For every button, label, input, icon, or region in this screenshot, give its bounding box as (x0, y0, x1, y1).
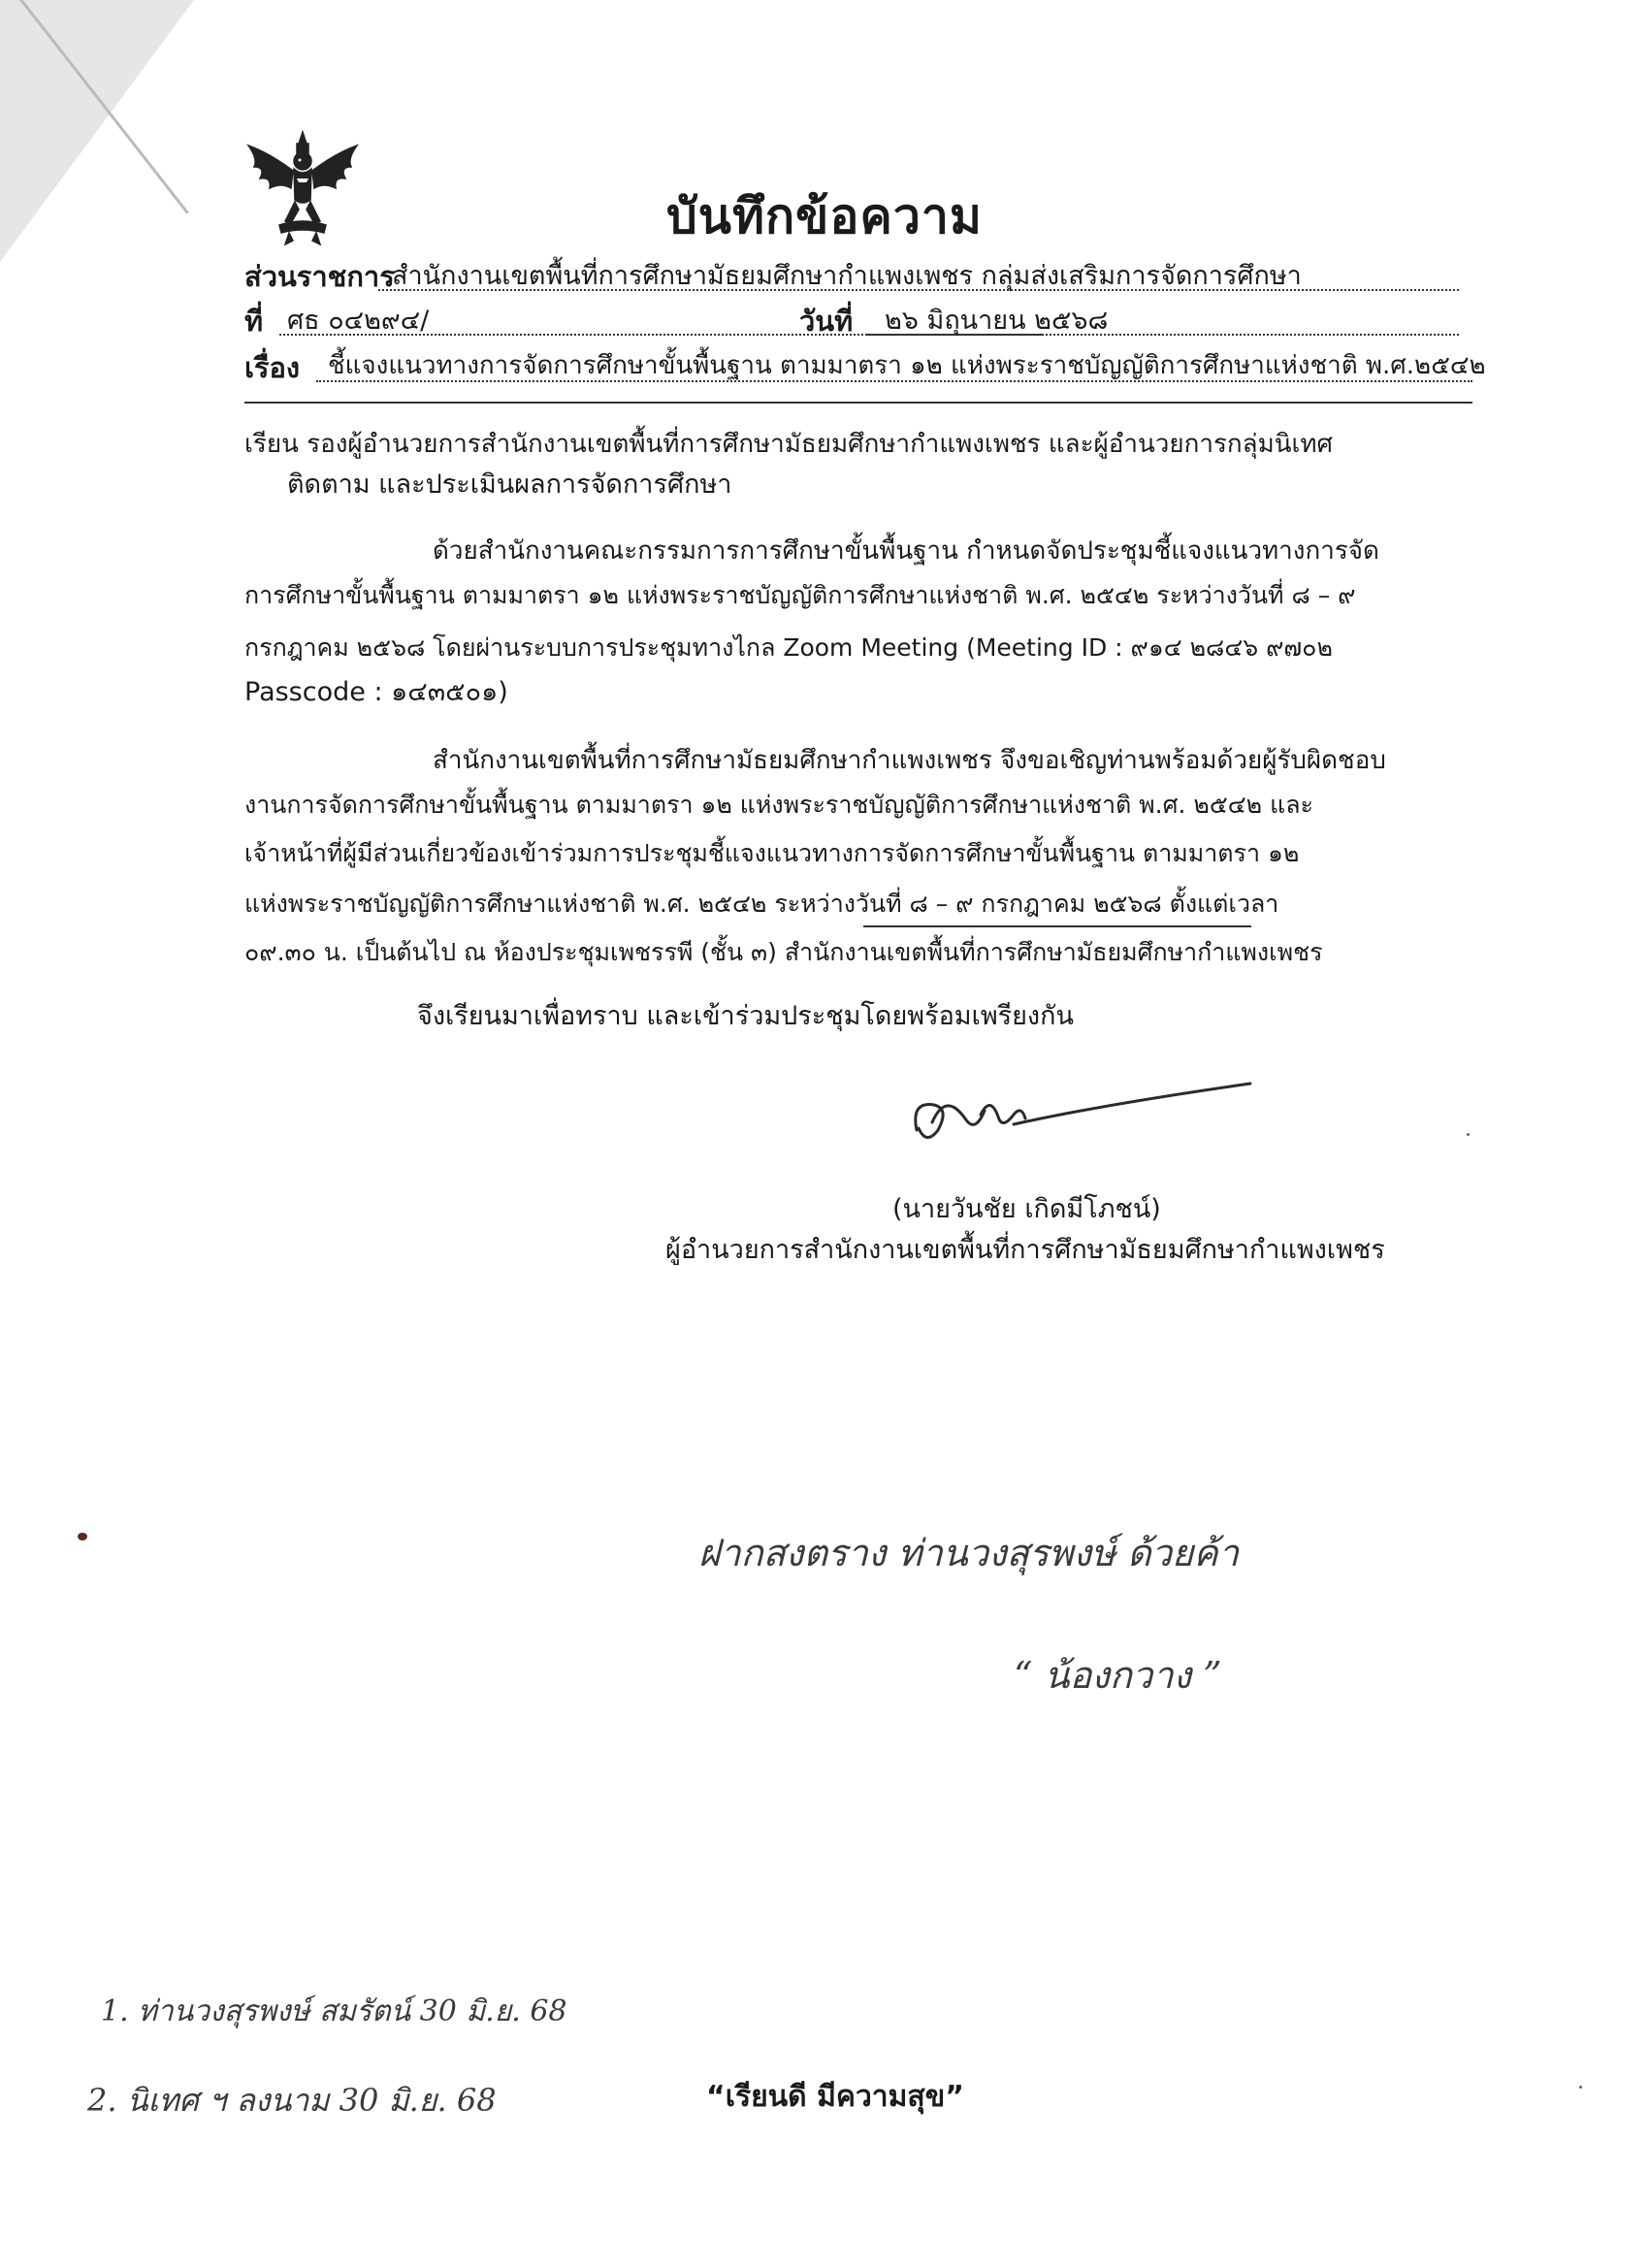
agency-value: สำนักงานเขตพื้นที่การศึกษามัธยมศึกษากำแพงเพชร กลุ่มส่งเสริมการจัดการศึกษา (392, 261, 1302, 291)
date-label: วันที่ (799, 305, 854, 338)
scan-speck (1467, 1133, 1470, 1136)
date-value: ๒๖ มิถุนายน ๒๕๖๘ (885, 306, 1109, 336)
date-underline-mark (863, 925, 1251, 927)
subject-value: ชี้แจงแนวทางการจัดการศึกษาขั้นพื้นฐาน ตามมาตรา ๑๒ แห่งพระราชบัญญัติการศึกษาแห่งชาติ พ.ศ.๒๕๔๒ (328, 351, 1486, 380)
paragraph-2-line-3: เจ้าหน้าที่ผู้มีส่วนเกี่ยวข้องเข้าร่วมการประชุมชี้แจงแนวทางการจัดการศึกษาขั้นพื้นฐาน ตามมาตรา ๑๒ (244, 839, 1300, 867)
director-signature (907, 1072, 1256, 1159)
header-rule (244, 402, 1472, 404)
agency-row (244, 254, 1459, 293)
signatory-name: (นายวันชัย เกิดมีโภชน์) (892, 1194, 1161, 1224)
subject-row (244, 345, 1486, 384)
paragraph-2-line-5: ๐๙.๓๐ น. เป็นต้นไป ณ ห้องประชุมเพชรรพี (ชั้น ๓) สำนักงานเขตพื้นที่การศึกษามัธยมศึกษากำแพงเพชร (244, 938, 1323, 966)
document-title: บันทึกข้อความ (666, 188, 983, 244)
motto-footer: “เรียนดี มีความสุข” (706, 2080, 964, 2114)
paragraph-1-line-3: กรกฎาคม ๒๕๖๘ โดยผ่านระบบการประชุมทางไกล Zoom Meeting (Meeting ID : ๙๑๔ ๒๘๔๖ ๙๗๐๒ (244, 633, 1333, 662)
agency-label: ส่วนราชการ (244, 260, 395, 293)
salutation-line-1: เรียน รองผู้อำนวยการสำนักงานเขตพื้นที่การศึกษามัธยมศึกษากำแพงเพชร และผู้อำนวยการกลุ่มนิเทศ (244, 430, 1334, 459)
paragraph-2-line-4: แห่งพระราชบัญญัติการศึกษาแห่งชาติ พ.ศ. ๒๕๔๒ ระหว่างวันที่ ๘ – ๙ กรกฎาคม ๒๕๖๘ ตั้งแต่เวลา (244, 890, 1279, 918)
paragraph-2-line-2: งานการจัดการศึกษาขั้นพื้นฐาน ตามมาตรา ๑๒ แห่งพระราชบัญญัติการศึกษาแห่งชาติ พ.ศ. ๒๕๔๒ และ (244, 791, 1313, 819)
subject-label: เรื่อง (244, 351, 301, 384)
closing-line: จึงเรียนมาเพื่อทราบ และเข้าร่วมประชุมโดยพร้อมเพรียงกัน (417, 1001, 1074, 1031)
paragraph-1-line-2: การศึกษาขั้นพื้นฐาน ตามมาตรา ๑๒ แห่งพระราชบัญญัติการศึกษาแห่งชาติ พ.ศ. ๒๕๔๒ ระหว่างวันที่ ๘ – ๙ (244, 581, 1356, 609)
scan-speck (78, 1533, 87, 1540)
scan-speck (1579, 2086, 1582, 2089)
salutation-line-2: ติดตาม และประเมินผลการจัดการศึกษา (287, 470, 732, 500)
paragraph-1-line-4: Passcode : ๑๔๓๕๐๑) (244, 677, 508, 707)
paragraph-2-line-1: สำนักงานเขตพื้นที่การศึกษามัธยมศึกษากำแพงเพชร จึงขอเชิญท่านพร้อมด้วยผู้รับผิดชอบ (433, 746, 1386, 775)
reference-row (244, 299, 1459, 338)
paragraph-1-line-1: ด้วยสำนักงานคณะกรรมการการศึกษาขั้นพื้นฐาน กำหนดจัดประชุมชี้แจงแนวทางการจัด (433, 536, 1379, 566)
handwritten-note-2: “ น้องกวาง ” (1014, 1654, 1222, 1697)
reference-label: ที่ (244, 305, 264, 338)
signatory-position: ผู้อำนวยการสำนักงานเขตพื้นที่การศึกษามัธยมศึกษากำแพงเพชร (665, 1235, 1385, 1265)
handwritten-routing-1: 1. ท่านวงสุรพงษ์ สมรัตน์ 30 มิ.ย. 68 (101, 1994, 567, 2028)
handwritten-routing-2: 2. นิเทศ ฯ ลงนาม 30 มิ.ย. 68 (87, 2082, 497, 2119)
handwritten-note-1: ฝากสงตราง ท่านวงสุรพงษ์ ด้วยค้า (698, 1532, 1240, 1574)
reference-number: ศธ ๐๔๒๙๔/ (287, 306, 430, 336)
